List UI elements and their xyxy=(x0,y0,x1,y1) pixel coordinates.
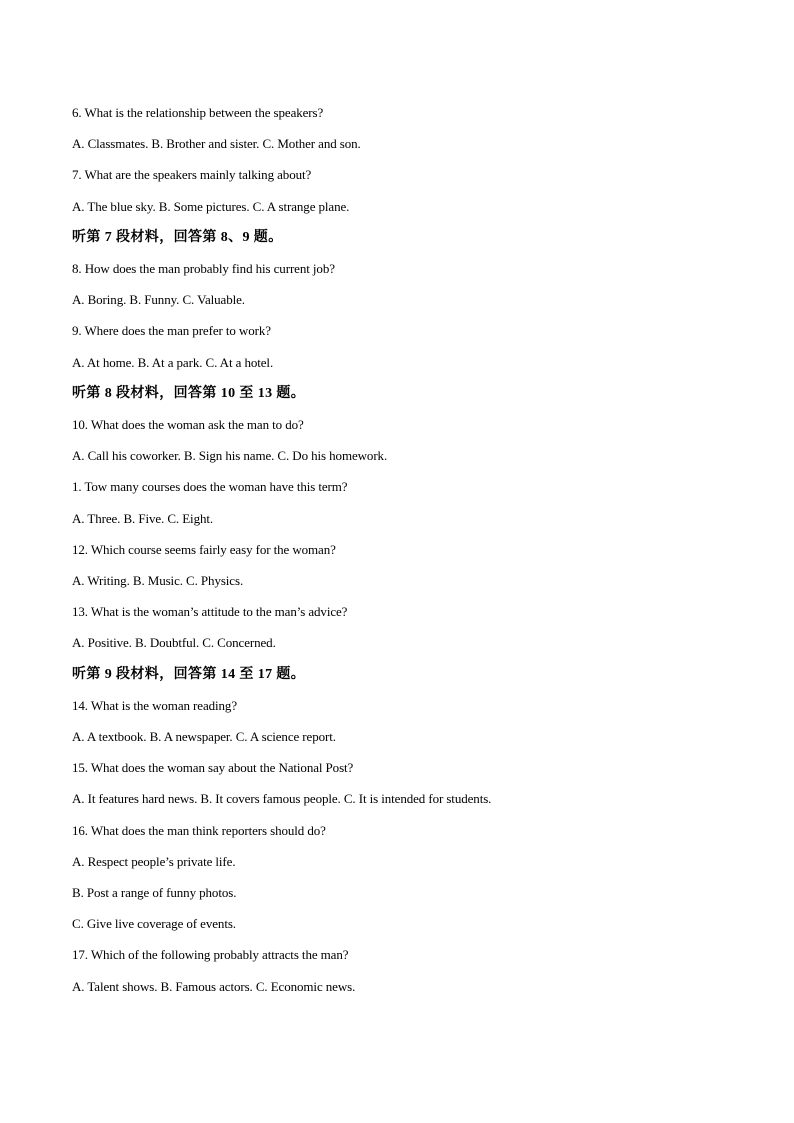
answer-options: A. Three. B. Five. C. Eight. xyxy=(72,511,214,526)
answer-options: A. The blue sky. B. Some pictures. C. A strange plane. xyxy=(72,199,350,214)
section-heading: 听第 9 段材料，回答第 14 至 17 题。 xyxy=(72,667,306,682)
section-heading: 听第 7 段材料，回答第 8、9 题。 xyxy=(72,230,283,245)
answer-options: A. Call his coworker. B. Sign his name. C. Do his homework. xyxy=(72,448,388,463)
answer-options: B. Post a range of funny photos. xyxy=(72,885,237,900)
answer-options: A. Respect people’s private life. xyxy=(72,854,236,869)
question-text: 13. What is the woman’s attitude to the man’s advice? xyxy=(72,604,348,619)
answer-options: A. At home. B. At a park. C. At a hotel. xyxy=(72,355,274,370)
answer-options: A. Classmates. B. Brother and sister. C. Mother and son. xyxy=(72,136,361,151)
answer-options: A. Writing. B. Music. C. Physics. xyxy=(72,573,244,588)
answer-options: A. Positive. B. Doubtful. C. Concerned. xyxy=(72,635,276,650)
question-text: 9. Where does the man prefer to work? xyxy=(72,323,271,338)
question-text: 14. What is the woman reading? xyxy=(72,698,237,713)
section-heading: 听第 8 段材料，回答第 10 至 13 题。 xyxy=(72,386,306,401)
question-text: 8. How does the man probably find his current job? xyxy=(72,261,335,276)
question-text: 7. What are the speakers mainly talking about? xyxy=(72,167,312,182)
question-text: 1. Tow many courses does the woman have this term? xyxy=(72,479,348,494)
answer-options: A. Boring. B. Funny. C. Valuable. xyxy=(72,292,245,307)
question-text: 17. Which of the following probably attracts the man? xyxy=(72,947,349,962)
question-text: 15. What does the woman say about the National Post? xyxy=(72,760,354,775)
answer-options: A. Talent shows. B. Famous actors. C. Economic news. xyxy=(72,979,356,994)
question-text: 6. What is the relationship between the speakers? xyxy=(72,105,324,120)
answer-options: C. Give live coverage of events. xyxy=(72,916,236,931)
question-text: 12. Which course seems fairly easy for the woman? xyxy=(72,542,336,557)
answer-options: A. It features hard news. B. It covers famous people. C. It is intended for students. xyxy=(72,791,492,806)
answer-options: A. A textbook. B. A newspaper. C. A science report. xyxy=(72,729,336,744)
question-text: 16. What does the man think reporters should do? xyxy=(72,823,326,838)
question-text: 10. What does the woman ask the man to do? xyxy=(72,417,304,432)
